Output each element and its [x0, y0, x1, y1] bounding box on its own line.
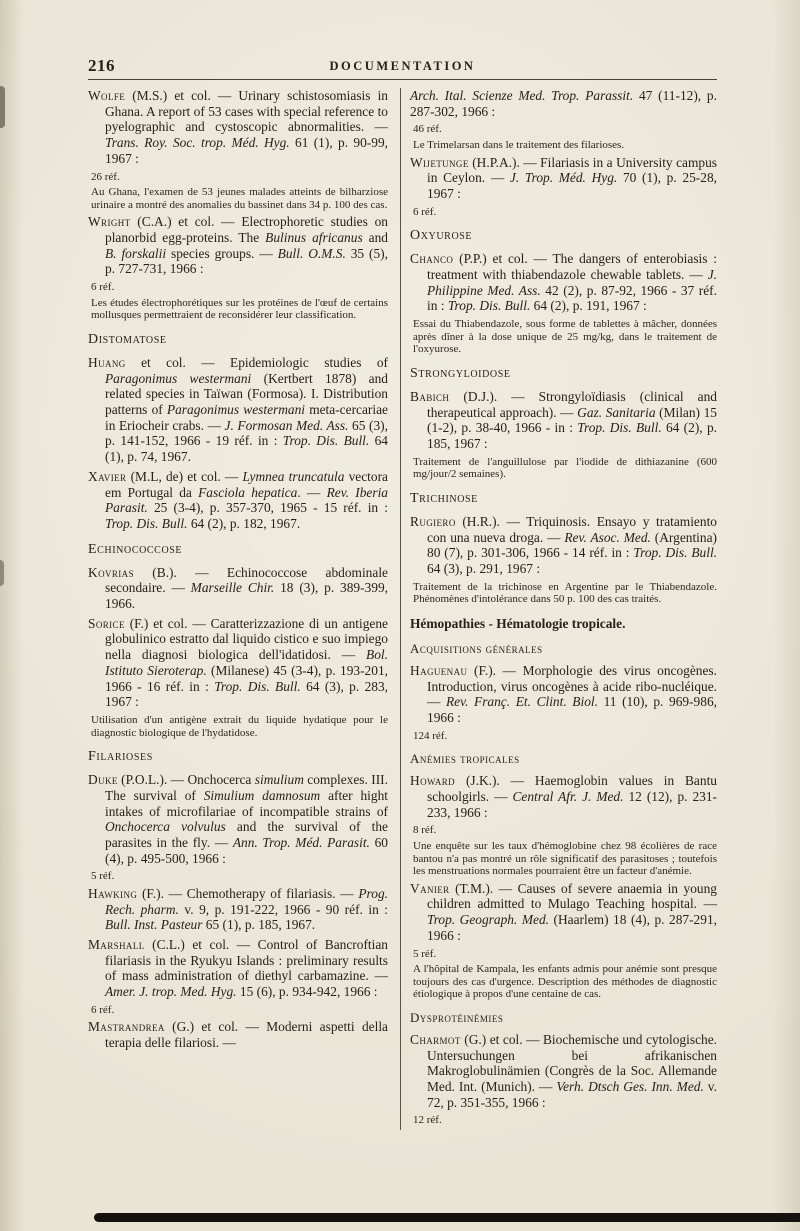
subsection-heading: Anémies tropicales	[410, 751, 520, 767]
entry-note: 6 réf.	[91, 1003, 115, 1016]
entry-italic-text: Trop. Dis. Bull.	[447, 298, 531, 314]
entry-italic-text: Trop. Dis. Bull.	[633, 545, 718, 561]
entry-text: meta-cercariae in Eriocheir crabs. —	[105, 402, 388, 433]
entry-text: (H.R.). — Triquinosis. Ensayo y tratamiento con una nueva droga. —	[427, 513, 717, 545]
entry-note: 6 réf.	[91, 281, 115, 294]
entry-text: 64 (2), p. 185, 1967 :	[427, 420, 717, 451]
entry-note: A l'hôpital de Kampala, les enfants admis pour anémie sont presque toujours des cas d'urgence. Description des méthodes de diagnostic étiologique à propos d'une centaine de cas.	[413, 963, 717, 1001]
entry-text: (J.K.). — Haemoglobin values in Bantu schoolgirls. —	[427, 773, 717, 804]
entry-author: Duke	[88, 772, 118, 788]
entry-italic-text: Rev. Asoc. Med.	[564, 529, 651, 545]
scan-smudge	[0, 560, 4, 586]
section-heading: Strongyloidose	[410, 365, 511, 381]
bib-entry	[88, 886, 388, 933]
entry-author: Vanier	[410, 880, 450, 896]
entry-italic-text: Trans. Roy. Soc. trop. Méd. Hyg.	[105, 135, 290, 151]
entry-note: 6 réf.	[413, 205, 437, 218]
columns	[88, 88, 717, 1130]
bib-entry	[88, 214, 388, 277]
bib-entry	[410, 881, 717, 944]
entry-author: Wijetunge	[410, 154, 469, 170]
entry-italic-text: Amer. J. trop. Med. Hyg.	[105, 984, 237, 1000]
entry-text: 64 (1), p. 74, 1967.	[105, 433, 388, 465]
bib-entry	[88, 772, 388, 866]
entry-text: (M.L, de) et col. —	[126, 468, 243, 484]
entry-text: 64 (3), p. 283, 1967 :	[105, 678, 389, 710]
entry-text: (C.L.) et col. — Control of Bancroftian filariasis in the Ryukyu Islands : preliminary results of mass administration of diethyl carbamazine. —	[105, 937, 388, 984]
entry-text: after hight intakes of microfilariae of incompatible strains of	[105, 787, 388, 819]
entry-text: 42 (2), p. 87-92, 1966 - 37 réf. in :	[427, 282, 717, 314]
entry-text: 60 (4), p. 495-500, 1966 :	[105, 834, 388, 866]
entry-text: . —	[297, 484, 327, 500]
bib-entry	[410, 514, 717, 577]
bib-entry	[410, 155, 717, 202]
entry-italic-text: J. Formosan Med. Ass.	[224, 417, 349, 433]
column-divider	[400, 88, 401, 1130]
entry-author: Marshall	[88, 937, 145, 953]
entry-text: (G.) et col. — Biochemische und cytologische. Untersuchungen bei afrikanischen Makroglobulinämien (Congrès de la Soc. Allemande Med. Int. (Munich). —	[427, 1031, 717, 1095]
bib-entry	[410, 251, 717, 314]
section-heading: Filarioses	[88, 749, 153, 765]
column-right	[410, 88, 717, 1130]
entry-text: 64 (3), p. 291, 1967 :	[427, 561, 541, 576]
entry-note: Le Trimelarsan dans le traitement des filarioses.	[413, 139, 625, 151]
entry-note: Traitement de la trichinose en Argentine par le Thiabendazole. Phénomènes d'intolérance dans 50 p. 100 des cas traités.	[413, 580, 717, 606]
entry-text: 12 (12), p. 231-233, 1966 :	[427, 789, 718, 820]
entry-author: Rugiero	[410, 513, 456, 529]
entry-note: Utilisation d'un antigène extrait du liquide hydatique pour le diagnostic biologique de l'hydatidose.	[91, 713, 388, 739]
entry-italic-text: Bull. Inst. Pasteur	[105, 917, 203, 933]
entry-text: (P.O.L.). — Onchocerca	[117, 772, 255, 788]
entry-author: Babich	[410, 388, 450, 404]
entry-italic-text: Marseille Chir.	[190, 580, 275, 596]
entry-text: vectora em Portugal da	[105, 468, 388, 500]
entry-italic-text: B. forskalii	[105, 245, 167, 261]
entry-italic-text: Bull. O.M.S.	[277, 245, 346, 261]
entry-author: Sorice	[88, 615, 125, 631]
entry-text: 64 (2), p. 191, 1967 :	[530, 298, 647, 314]
entry-text: 64 (2), p. 182, 1967.	[187, 515, 301, 531]
entry-note: Traitement de l'anguillulose par l'iodide de dithiazanine (600 mg/jour/2 semaines).	[413, 455, 717, 481]
entry-text: complexes. III. The survival of	[105, 772, 388, 803]
entry-author: Huang	[88, 354, 126, 370]
bib-entry	[88, 565, 388, 612]
entry-text: (Milan) 15 (1-2), p. 38-40, 1966 - in :	[427, 404, 717, 436]
entry-text: 35 (5), p. 727-731, 1966 :	[105, 245, 388, 277]
entry-author: Xavier	[88, 468, 127, 484]
entry-text: species groups. —	[166, 245, 278, 261]
entry-italic-text: J. Philippine Med. Ass.	[427, 267, 717, 298]
entry-text: (Kertbert 1878) and related species in Taïwan (Formosa). I. Distribution patterns of	[105, 370, 388, 417]
section-heading: Distomatose	[88, 331, 167, 347]
entry-text: (Argentina) 80 (7), p. 301-306, 1966 - 14 réf. in :	[427, 529, 717, 561]
entry-text: (F.). — Morphologie des virus oncogènes. Introduction, virus oncogènes à acide ribo-nucléique. —	[427, 662, 717, 710]
entry-italic-text: Paragonimus westermani	[166, 402, 306, 417]
entry-text: 25 (3-4), p. 357-370, 1965 - 15 réf. in :	[147, 500, 388, 516]
entry-author: Hawking	[88, 885, 138, 901]
entry-text: and	[362, 230, 388, 245]
entry-note: 12 réf.	[413, 1114, 442, 1127]
subsection-heading: Dysprotéinémies	[410, 1009, 504, 1025]
entry-text: (F.) et col. — Caratterizzazione di un antigene globulinico estratto dal liquido cistico e suo impiego nella diagnosi biologica dell'idatidosi. —	[105, 615, 388, 663]
entry-text: (D.J.). — Strongyloïdiasis (clinical and therapeutical approach). —	[427, 388, 717, 420]
entry-note: 5 réf.	[413, 947, 437, 960]
entry-italic-text: Prog. Rech. pharm.	[105, 885, 388, 917]
entry-text: (C.A.) et col. — Electrophoretic studies on planorbid egg-proteins. The	[105, 214, 388, 245]
entry-italic-text: Bol. Istituto Sieroterap.	[105, 647, 388, 678]
bib-entry	[410, 88, 717, 119]
entry-italic-text: Gaz. Sanitaria	[577, 404, 656, 420]
entry-text: (Haarlem) 18 (4), p. 287-291, 1966 :	[427, 912, 717, 943]
entry-italic-text: Trop. Dis. Bull.	[105, 515, 188, 531]
entry-italic-text: Rev. Iberia Parasit.	[105, 484, 389, 516]
entry-note: 5 réf.	[91, 870, 115, 883]
title-heading: Hémopathies - Hématologie tropicale.	[410, 615, 626, 631]
entry-note: 26 réf.	[91, 170, 120, 183]
entry-italic-text: Trop. Dis. Bull.	[577, 420, 662, 436]
entry-text: v. 9, p. 191-222, 1966 - 90 réf. in :	[178, 901, 388, 917]
entry-note: Les études électrophorétiques sur les protéines de l'œuf de certains mollusques permettraient de reconsidérer leur classification.	[91, 296, 388, 322]
entry-text: v. 72, p. 351-355, 1966 :	[427, 1079, 717, 1110]
entry-author: Wright	[88, 214, 131, 230]
entry-note: Au Ghana, l'examen de 53 jeunes malades atteints de bilharziose urinaire a montré des anomalies du bassinet dans 34 p. 100 des cas.	[91, 186, 388, 211]
entry-note: 46 réf.	[413, 123, 442, 136]
entry-text: (H.P.A.). — Filariasis in a University campus in Ceylon. —	[427, 154, 717, 186]
entry-text: (T.M.). — Causes of severe anaemia in young children admitted to Mulago Teaching hospital. —	[427, 880, 717, 912]
entry-italic-text: Rev. Franç. Et. Clint. Biol.	[446, 694, 598, 710]
scan-artifact-bar	[94, 1213, 800, 1222]
scan-smudge	[0, 86, 5, 128]
bib-entry	[410, 1032, 717, 1111]
entry-italic-text: Ann. Trop. Méd. Parasit.	[232, 834, 370, 850]
column-left	[88, 88, 388, 1130]
entry-text: (G.) et col. — Moderni aspetti della terapia delle filariosi. —	[105, 1019, 388, 1051]
entry-italic-text: Paragonimus westermani	[105, 370, 252, 386]
bib-entry	[88, 469, 388, 532]
entry-note: Essai du Thiabendazole, sous forme de tablettes à mâcher, données après dîner à la dose unique de 25 mg/kg, dans le traitement de l'oxyurose.	[413, 318, 717, 356]
entry-italic-text: J. Trop. Méd. Hyg.	[509, 170, 618, 186]
entry-italic-text: Bulinus africanus	[265, 230, 363, 245]
entry-text: (Milanese) 45 (3-4), p. 193-201, 1966 - 16 réf. in :	[105, 662, 388, 694]
section-heading: Trichinose	[410, 490, 478, 506]
bib-entry	[88, 616, 388, 710]
entry-text: 15 (6), p. 934-942, 1966 :	[236, 984, 378, 1000]
entry-author: Wolfe	[88, 88, 126, 103]
entry-italic-text: Simulium damnosum	[203, 787, 321, 803]
entry-author: Chanco	[410, 251, 454, 267]
entry-text: et col. — Epidemiologic studies of	[125, 354, 388, 370]
entry-text: (B.). — Echinococcose abdominale secondaire. —	[105, 564, 388, 596]
entry-note: Une enquête sur les taux d'hémoglobine chez 98 écolières de race bantou n'a pas montré un rôle significatif des parasitoses ; toutefois les menstruations normales pourraient être un facteur d'anémie.	[413, 840, 717, 878]
entry-text: 65 (1), p. 185, 1967.	[202, 917, 316, 933]
entry-text: 61 (1), p. 90-99, 1967 :	[105, 135, 389, 166]
bib-entry	[410, 663, 717, 726]
entry-note: 124 réf.	[413, 729, 448, 742]
entry-text: 65 (3), p. 141-152, 1966 - 19 réf. in :	[105, 417, 388, 449]
bib-entry	[410, 773, 717, 820]
entry-author: Haguenau	[410, 662, 468, 678]
entry-italic-text: Verh. Dtsch Ges. Inn. Med.	[556, 1079, 704, 1095]
section-heading: Echinococcose	[88, 541, 183, 557]
entry-author: Howard	[410, 773, 456, 789]
entry-text: 70 (1), p. 25-28, 1967 :	[427, 170, 717, 201]
bib-entry	[88, 355, 388, 465]
entry-text: and the survival of the parasites in the fly. —	[105, 819, 388, 850]
entry-author: Kovrias	[88, 564, 134, 580]
entry-author: Charmot	[410, 1031, 461, 1047]
entry-text: 18 (3), p. 389-399, 1966.	[105, 580, 389, 612]
subsection-heading: Acquisitions générales	[410, 640, 543, 656]
entry-author: Mastrandrea	[88, 1019, 165, 1035]
bib-entry	[410, 389, 717, 452]
entry-italic-text: Trop. Dis. Bull.	[214, 678, 301, 694]
page-number: 216	[88, 56, 115, 75]
section-heading: Oxyurose	[410, 228, 473, 244]
entry-text: 11 (10), p. 969-986, 1966 :	[427, 694, 717, 725]
page-header	[88, 52, 717, 78]
entry-italic-text: Fasciola hepatica	[198, 484, 298, 500]
entry-italic-text: Central Afr. J. Med.	[512, 789, 624, 804]
bib-entry	[88, 937, 388, 1000]
entry-text: 47 (11-12), p. 287-302, 1966 :	[410, 88, 717, 119]
entry-italic-text: Onchocerca volvulus	[105, 819, 226, 835]
entry-text: (P.P.) et col. — The dangers of enterobiasis : treatment with thiabendazole chewable tablets. —	[427, 251, 717, 282]
entry-note: 8 réf.	[413, 824, 437, 837]
bib-entry	[88, 1019, 388, 1050]
entry-italic-text: Trop. Geograph. Med.	[427, 912, 549, 928]
entry-italic-text: Lymnea truncatula	[242, 468, 345, 484]
header-rule	[88, 79, 717, 80]
bib-entry	[88, 88, 388, 167]
entry-italic-text: simulium	[254, 772, 304, 788]
entry-italic-text: Arch. Ital. Scienze Med. Trop. Parassit.	[410, 88, 634, 103]
entry-text: (M.S.) et col. — Urinary schistosomiasis in Ghana. A report of 53 cases with special reference to pyelographic and cystoscopic abnormalities. —	[105, 88, 388, 135]
entry-text: (F.). — Chemotherapy of filariasis. —	[137, 885, 359, 901]
page-header-title: DOCUMENTATION	[329, 59, 476, 73]
entry-italic-text: Trop. Dis. Bull.	[282, 433, 370, 449]
